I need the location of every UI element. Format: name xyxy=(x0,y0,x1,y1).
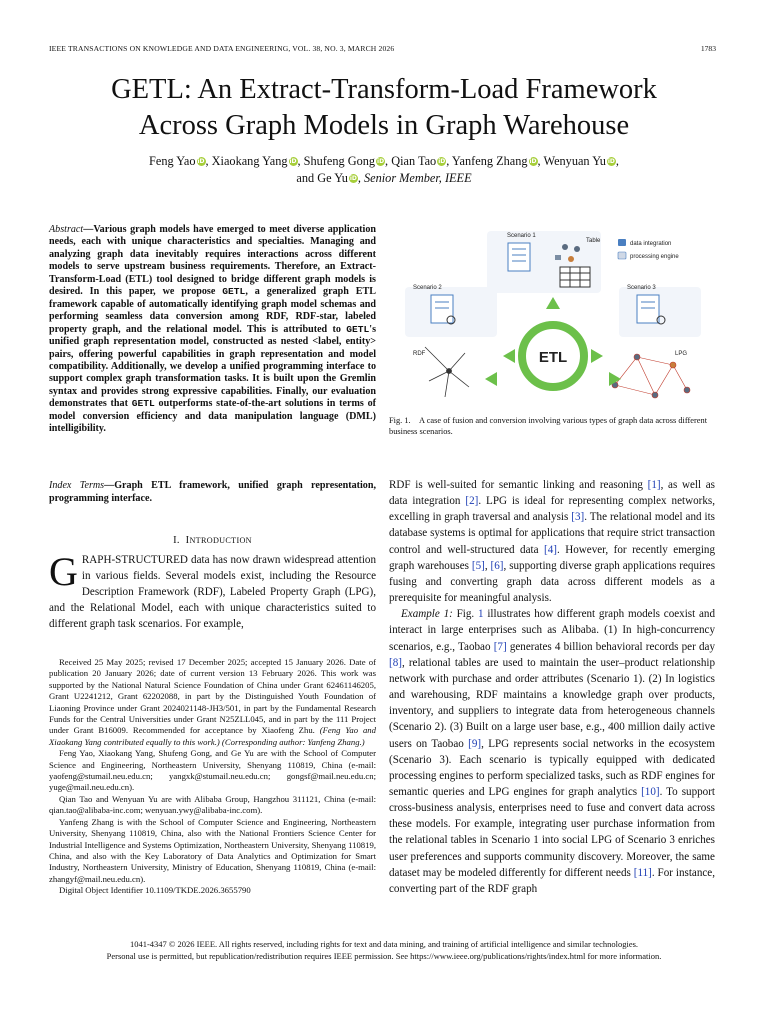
section-title-rest: NTRODUCTION xyxy=(189,536,252,545)
section-heading xyxy=(49,535,376,546)
system-name: GETL xyxy=(346,323,370,335)
paragraph: RDF is well-suited for semantic linking and reasoning [1], as well as data integration [2]. LPG is ideal for representing complex networks, excelling in graph traversal and analysis [3]. The relational model and its database systems is optimal for applications that require strict transaction control and well-structured data [4]. However, for recently emerging graph warehouses [5], [6], supporting diverse graph applications requires fusing and converting graph data across different models as a prerequisite for meaningful analysis. xyxy=(389,479,716,605)
title-line-1: GETL: An Extract-Transform-Load Framework xyxy=(111,74,657,105)
citation-link[interactable]: [9] xyxy=(468,737,482,750)
section-number: I. xyxy=(173,535,180,546)
footnote-affiliation: Feng Yao, Xiaokang Yang, Shufeng Gong, and Ge Yu are with the School of Computer Science and Engineering, Northeastern University, Shenyang 110819, China (e-mail: yaofeng@stumail.neu.edu.cn; yangxk@stumail.neu.edu.cn; gongsf@mail.neu.edu.cn; yuge@mail.neu.edu.cn). xyxy=(49,748,376,793)
rdf-graph-icon xyxy=(425,347,469,397)
scenario-3-label: Scenario 3 xyxy=(627,285,656,291)
lpg-graph-icon xyxy=(612,354,690,398)
author-role: , Senior Member, IEEE xyxy=(357,171,472,185)
citation-link[interactable]: [7] xyxy=(493,640,507,653)
paper-title xyxy=(40,72,728,144)
section-title-initial: I xyxy=(185,535,190,546)
scenario-1-label: Scenario 1 xyxy=(507,233,536,239)
caption-label: Fig. 1. xyxy=(389,416,411,425)
intro-text: data has now drawn widespread attention in various fields. Several models exist, including the Resource Description Framework (RDF), Labeled Property Graph (LPG), and the Relational Model, each with unique characteristics suited to different graph task scenarios. For example, xyxy=(49,554,376,631)
legend-engine-label: processing engine xyxy=(630,254,679,260)
example-label: Example 1: xyxy=(401,608,453,621)
first-page-footnotes xyxy=(49,657,376,897)
citation-link[interactable]: [2] xyxy=(465,495,479,508)
abstract-label: Abstract xyxy=(49,224,84,235)
orcid-icon[interactable]: iD xyxy=(438,158,446,165)
scenario-2-label: Scenario 2 xyxy=(413,285,442,291)
table-icon xyxy=(560,267,590,287)
index-terms-text: —Graph ETL framework, unified graph representation, programming interface. xyxy=(49,480,376,504)
figure-link[interactable]: 1 xyxy=(478,608,484,621)
citation-link[interactable]: [1] xyxy=(647,479,661,491)
author-list xyxy=(40,153,728,187)
author-name: and Ge Yu xyxy=(296,171,348,185)
author-name: , Yanfeng Zhang xyxy=(446,154,528,168)
permission-line: Personal use is permitted, but republication/redistribution requires IEEE permission. See https://www.ieee.org/publications/rights/index.html for more information. xyxy=(106,950,662,961)
citation-link[interactable]: [4] xyxy=(544,543,557,556)
author-name: , Shufeng Gong xyxy=(297,154,376,168)
citation-link[interactable]: [3] xyxy=(571,511,585,524)
etl-diagram xyxy=(405,225,701,407)
copyright-notice xyxy=(20,939,748,962)
abstract-text: , a generalized graph ETL framework capable of automatically identifying graph model schemas and performing seamless data conversion among RDF, RDF-star, labeled property graph, and the relational model. This is attributed to xyxy=(49,286,376,335)
etl-cycle-icon xyxy=(522,325,584,387)
doc-icon-1 xyxy=(508,243,530,271)
legend-integration-icon xyxy=(618,239,626,246)
legend-integration-label: data integration xyxy=(630,241,672,247)
orcid-icon[interactable]: iD xyxy=(289,158,297,165)
intro-paragraph xyxy=(49,549,376,632)
page-number: 1783 xyxy=(700,44,716,53)
footnote-italic: (Feng Yao and Xiaokang Yang contributed equally to this work.) (Corresponding author: Yanfeng Zhang.) xyxy=(49,725,376,747)
copyright-line: 1041-4347 © 2026 IEEE. All rights reserved, including rights for text and data mining, and training of artificial intelligence and similar technologies. xyxy=(129,939,639,949)
orcid-icon[interactable]: iD xyxy=(197,158,205,165)
caption-text: A case of fusion and conversion involving various types of graph data across different business scenarios. xyxy=(389,416,708,436)
orcid-icon[interactable]: iD xyxy=(529,158,537,165)
index-terms-label: Index Terms xyxy=(49,480,105,491)
drop-cap: G xyxy=(49,549,78,594)
citation-link[interactable]: [8] xyxy=(389,656,402,669)
footnote-received xyxy=(49,657,376,748)
abstract-text: outperforms state-of-the-art solutions in terms of model conversion efficiency and data manipulation language (DML) intelligibility. xyxy=(49,398,376,435)
rdf-label: RDF xyxy=(413,351,426,357)
author-name: , Qian Tao xyxy=(385,154,437,168)
citation-link[interactable]: [5] xyxy=(471,559,485,572)
system-name: GETL xyxy=(131,398,155,410)
orcid-icon[interactable]: iD xyxy=(607,158,615,165)
abstract xyxy=(49,224,376,436)
table-label: Table xyxy=(586,238,601,244)
index-terms xyxy=(49,480,376,505)
lpg-label: LPG xyxy=(675,351,688,357)
author-name: Feng Yao xyxy=(149,154,196,168)
footnote-text: Received 25 May 2025; revised 17 December 2025; accepted 15 January 2026. Date of publication 20 January 2026; date of current version 13 February 2026. This work was supported by the National Natural Science Foundation of China under Grant 62461146205, Grant U2241212, Grant 62202088, in part by the Distinguished Youth Foundation of Liaoning Province under Grant 2024021148-JH3/501, in part by the Fundamental Research Funds for the Central Universities under Grant N25ZLL045, and in part by the 111 Project under Grant B16009. Recommended for acceptance by Xiaofeng Zhu. xyxy=(49,657,376,736)
author-name: , Xiaokang Yang xyxy=(205,154,288,168)
running-header: IEEE TRANSACTIONS ON KNOWLEDGE AND DATA ENGINEERING, VOL. 38, NO. 3, MARCH 2026 xyxy=(49,44,395,53)
title-line-2: Across Graph Models in Graph Warehouse xyxy=(138,110,630,141)
citation-link[interactable]: [6] xyxy=(490,559,504,572)
abstract-text: 's unified graph representation model, constructed as nested <label, entity> pairs, offering powerful capabilities in graph representation and model compatibility. Additionally, we develop a unified programming interface to support complex graph transformation tasks. It is built upon the Gremlin syntax and provides strong expressive capabilities. Finally, our evaluation demonstrates that xyxy=(49,323,376,410)
footnote-doi: Digital Object Identifier 10.1109/TKDE.2026.3655790 xyxy=(59,885,251,896)
orcid-icon[interactable]: iD xyxy=(377,158,385,165)
figure-caption xyxy=(389,415,715,437)
intro-caps: RAPH-STRUCTURED xyxy=(81,554,188,566)
legend-engine-icon xyxy=(618,252,626,259)
author-separator: , xyxy=(615,154,619,168)
abstract-text: —Various graph models have emerged to meet diverse application needs, each with unique characteristics and specialties. Managing and analyzing graph data inevitably requires interactions across different models to serve upstream business requirements. Therefore, an Extract-Transform-Load (ETL) tool designed to bridge different graph models is desired. In this paper, we propose xyxy=(49,224,376,298)
system-name: GETL xyxy=(222,286,246,298)
citation-link[interactable]: [11] xyxy=(633,866,652,879)
doc-icon-2 xyxy=(431,295,455,324)
paragraph: Example 1: Fig. 1 illustrates how different graph models coexist and interact in large enterprises such as Alibaba. (1) In high-concurrency scenarios, e.g., Taobao [7] generates 4 billion behavioral records per day [8], relational tables are used to maintain the user–product relationship network with purchase and order attributes (Scenario 1). (2) In logistics and warehousing, RDF maintains a knowledge graph over products, inventory, and suppliers to integrate data from heterogeneous channels (Scenario 2). (3) Built on a large user base, e.g., 400 million daily active users on Taobao [9], LPG represents social networks in the ecosystem (Scenario 3). Each scenario is typically equipped with dedicated processing engines to perform specialized tasks, such as RDF engines for semantic queries and LPG engines for graph analytics [10]. To support cross-business analysis, enterprises need to fuse and convert data across these models. For example, integrating user purchase information from the relational tables in Scenario 1 into social LPG of Scenario 3 enriches user preferences and supports community discovery. Moreover, the same dataset may be modeled differently for different needs [11]. For instance, converting part of the RDF graph xyxy=(389,608,716,895)
scenario-3-panel xyxy=(619,287,701,337)
citation-link[interactable]: [10] xyxy=(641,785,660,798)
orcid-icon[interactable]: iD xyxy=(349,175,357,182)
figure-1 xyxy=(405,225,701,407)
right-column-body xyxy=(389,477,715,897)
etl-label: ETL xyxy=(538,349,568,366)
footnote-affiliation: Yanfeng Zhang is with the School of Computer Science and Engineering, Northeastern University, Shenyang 110819, China, also with the National Frontiers Science Center for Industrial Intelligence and Systems Optimization, Northeastern University, Shenyang 110819, China, and also with the Key Laboratory of Data Analytics and Optimization for Smart Industry, Northeastern University, Ministry of Education, Shenyang 110819, China (e-mail: zhangyf@mail.neu.edu.cn). xyxy=(49,816,376,884)
footnote-affiliation: Qian Tao and Wenyuan Yu are with Alibaba Group, Hangzhou 311121, China (e-mail: qian.tao@alibaba-inc.com; wenyuan.ywy@alibaba-inc.com). xyxy=(49,793,376,816)
author-name: , Wenyuan Yu xyxy=(537,154,606,168)
